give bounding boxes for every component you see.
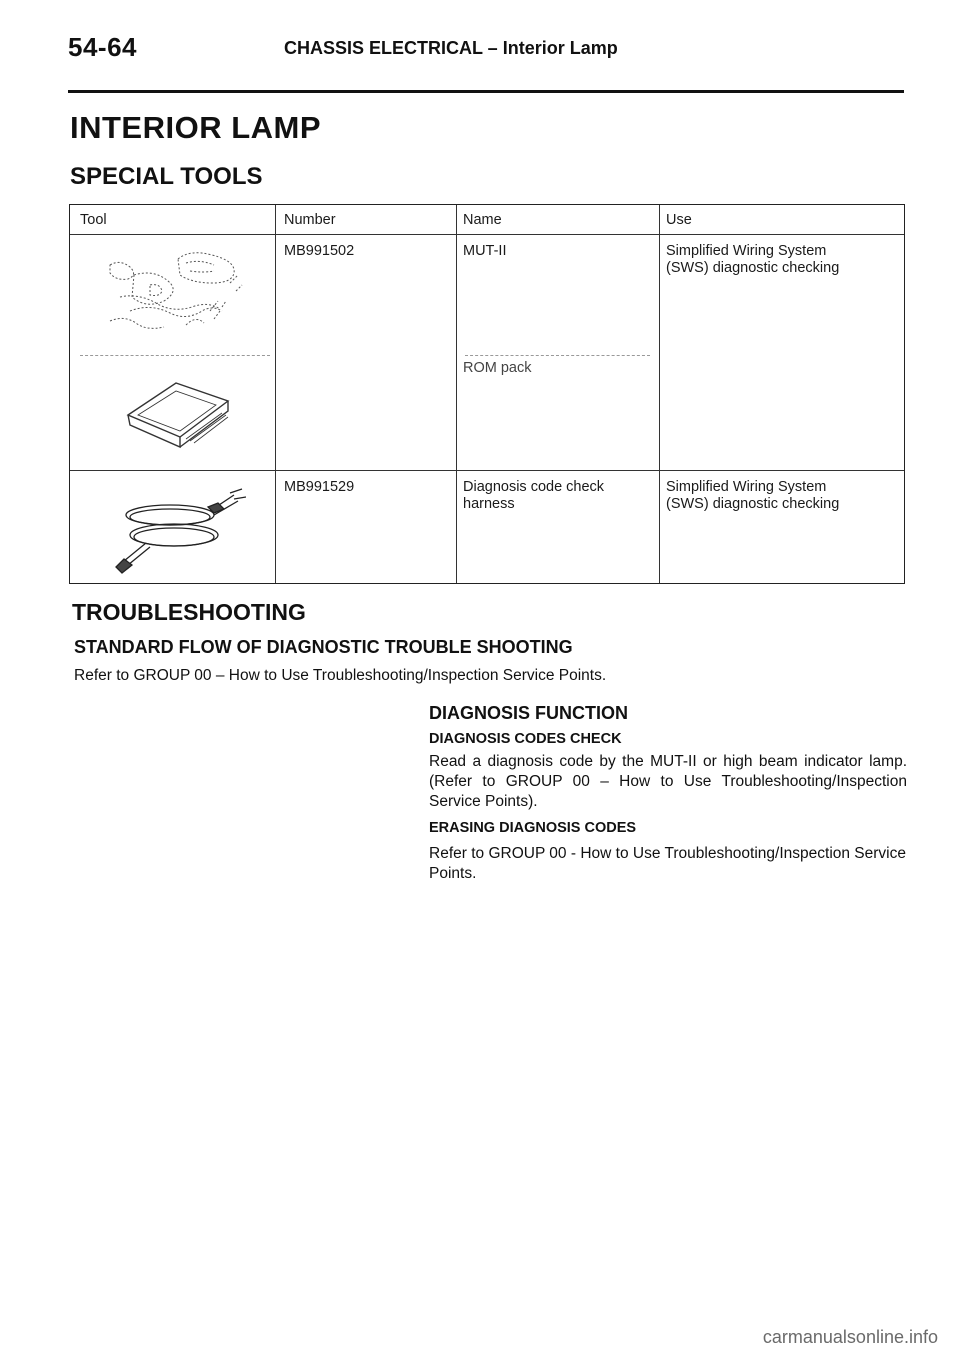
tool-sub-name: ROM pack [463,360,532,376]
column-header-name: Name [463,212,502,228]
tool-name-line: harness [463,496,515,512]
page-number: 54-64 [68,32,137,62]
diagnosis-codes-check-heading: DIAGNOSIS CODES CHECK [429,731,622,747]
row-divider [70,470,904,471]
special-tools-table [69,204,905,584]
subrow-divider [80,355,270,356]
column-header-number: Number [284,212,336,228]
tool-number: MB991502 [284,243,355,259]
header-section-title: CHASSIS ELECTRICAL – Interior Lamp [284,38,618,58]
troubleshooting-heading: TROUBLESHOOTING [72,599,306,625]
column-header-use: Use [666,212,692,228]
tool-number: MB991529 [284,479,355,495]
standard-flow-text: Refer to GROUP 00 – How to Use Troubleshooting/Inspection Service Points. [74,667,607,684]
tool-use-line: (SWS) diagnostic checking [666,260,840,276]
tool-name-line: Diagnosis code check [463,479,605,495]
page-title: INTERIOR LAMP [70,110,322,145]
tool-use [666,243,839,277]
tool-name: MUT-II [463,243,507,259]
harness-cable-icon [106,477,246,577]
special-tools-heading: SPECIAL TOOLS [70,163,263,190]
diagnosis-codes-check-text: Read a diagnosis code by the MUT-II or high beam indicator lamp. (Refer to GROUP 00 – How to Use Troubleshooting/Inspection Service Points). [429,753,907,810]
row-divider [70,234,904,235]
erasing-codes-heading: ERASING DIAGNOSIS CODES [429,820,637,836]
column-divider [456,205,457,583]
tool-use [666,479,839,513]
standard-flow-heading: STANDARD FLOW OF DIAGNOSTIC TROUBLE SHOOTING [74,637,573,657]
tool-use-line: Simplified Wiring System [666,479,827,495]
column-divider [659,205,660,583]
subrow-divider [465,355,650,356]
header-rule [68,90,904,93]
page-header [68,28,904,92]
tool-name [463,479,604,513]
erasing-codes-text: Refer to GROUP 00 - How to Use Troubleshooting/Inspection Service Points. [429,845,906,882]
column-header-tool: Tool [80,212,107,228]
tool-use-line: Simplified Wiring System [666,243,827,259]
watermark: carmanualsonline.info [762,1327,938,1347]
tool-use-line: (SWS) diagnostic checking [666,496,840,512]
mut-ii-tester-icon [90,241,250,349]
diagnosis-function-heading: DIAGNOSIS FUNCTION [429,703,629,723]
rom-pack-icon [122,377,234,449]
column-divider [275,205,276,583]
